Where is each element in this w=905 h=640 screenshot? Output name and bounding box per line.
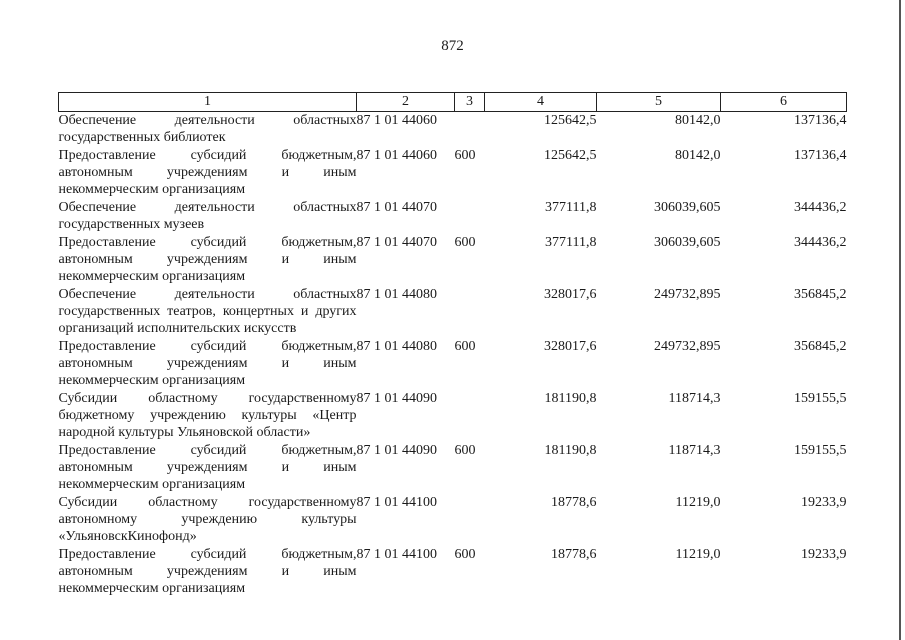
row-code: 87 1 01 44060 [356,113,437,128]
row-value-col6: 159155,5 [794,391,847,406]
row-value-col6: 137136,4 [794,113,847,128]
row-type: 600 [454,235,476,250]
row-value-col5: 11219,0 [675,547,721,562]
table-row [59,390,847,442]
table-body [59,112,847,599]
row-type [455,494,485,546]
row-code: 87 1 01 44090 [356,443,437,458]
row-value-col6: 356845,2 [794,287,847,302]
row-value-col5: 249732,895 [654,339,721,354]
row-name: Предоставление субсидий бюджетным, автономным учреждениям и иным некоммерческим организациям [58,339,357,388]
row-value-col4: 18778,6 [551,547,597,562]
row-name: Обеспечение деятельности областных государственных музеев [58,200,357,232]
row-value-col5: 80142,0 [675,148,721,163]
header-col-6: 6 [721,93,847,112]
row-value-col4: 377111,8 [545,235,597,250]
row-value-col6: 19233,9 [801,495,847,510]
row-value-col4: 125642,5 [544,148,597,163]
table-row [59,494,847,546]
header-col-1: 1 [59,93,357,112]
table-row [59,234,847,286]
table-row [59,112,847,148]
budget-table [58,92,847,598]
row-value-col4: 377111,8 [545,200,597,215]
table-row [59,199,847,234]
row-value-col4: 181190,8 [544,391,597,406]
row-value-col4: 328017,6 [544,287,597,302]
row-type [455,390,485,442]
row-name: Предоставление субсидий бюджетным, автономным учреждениям и иным некоммерческим организациям [58,235,357,284]
row-name: Обеспечение деятельности областных государственных театров, концертных и других организаций исполнительских искусств [58,287,357,336]
row-value-col4: 328017,6 [544,339,597,354]
header-col-3: 3 [455,93,485,112]
header-col-2: 2 [357,93,455,112]
header-row [59,93,847,112]
row-code: 87 1 01 44070 [356,235,437,250]
header-col-5: 5 [597,93,721,112]
row-value-col5: 80142,0 [675,113,721,128]
row-value-col5: 118714,3 [668,391,721,406]
row-value-col5: 249732,895 [654,287,721,302]
row-value-col6: 19233,9 [801,547,847,562]
row-value-col6: 344436,2 [794,200,847,215]
row-value-col4: 125642,5 [544,113,597,128]
row-code: 87 1 01 44100 [356,547,437,562]
row-name: Субсидии областному государственному автономному учреждению культуры «УльяновскКинофонд» [58,495,357,544]
table-row [59,338,847,390]
row-name: Предоставление субсидий бюджетным, автономным учреждениям и иным некоммерческим организациям [58,443,357,492]
row-type: 600 [454,547,476,562]
row-type: 600 [454,148,476,163]
row-value-col4: 181190,8 [544,443,597,458]
row-value-col6: 137136,4 [794,148,847,163]
row-code: 87 1 01 44090 [356,391,437,406]
row-name: Предоставление субсидий бюджетным, автономным учреждениям и иным некоммерческим организациям [58,148,357,197]
table-row [59,147,847,199]
row-type: 600 [454,443,476,458]
scan-edge-line [899,0,901,640]
row-code: 87 1 01 44100 [356,495,437,510]
row-value-col6: 356845,2 [794,339,847,354]
row-name: Обеспечение деятельности областных государственных библиотек [58,113,357,145]
table-row [59,442,847,494]
row-name: Субсидии областному государственному бюджетному учреждению культуры «Центр народной культуры Ульяновской области» [58,391,357,440]
row-type [455,286,485,338]
row-type: 600 [454,339,476,354]
row-code: 87 1 01 44070 [356,200,437,215]
row-value-col5: 11219,0 [675,495,721,510]
table-row [59,286,847,338]
header-col-4: 4 [485,93,597,112]
row-type [455,199,485,234]
row-value-col5: 118714,3 [668,443,721,458]
row-value-col4: 18778,6 [551,495,597,510]
row-code: 87 1 01 44080 [356,287,437,302]
page-number: 872 [441,38,464,54]
row-name: Предоставление субсидий бюджетным, автономным учреждениям и иным некоммерческим организациям [58,547,357,596]
row-value-col5: 306039,605 [654,200,721,215]
row-value-col5: 306039,605 [654,235,721,250]
row-value-col6: 159155,5 [794,443,847,458]
row-value-col6: 344436,2 [794,235,847,250]
row-code: 87 1 01 44060 [356,148,437,163]
row-type [455,112,485,148]
row-code: 87 1 01 44080 [356,339,437,354]
table-row [59,546,847,598]
